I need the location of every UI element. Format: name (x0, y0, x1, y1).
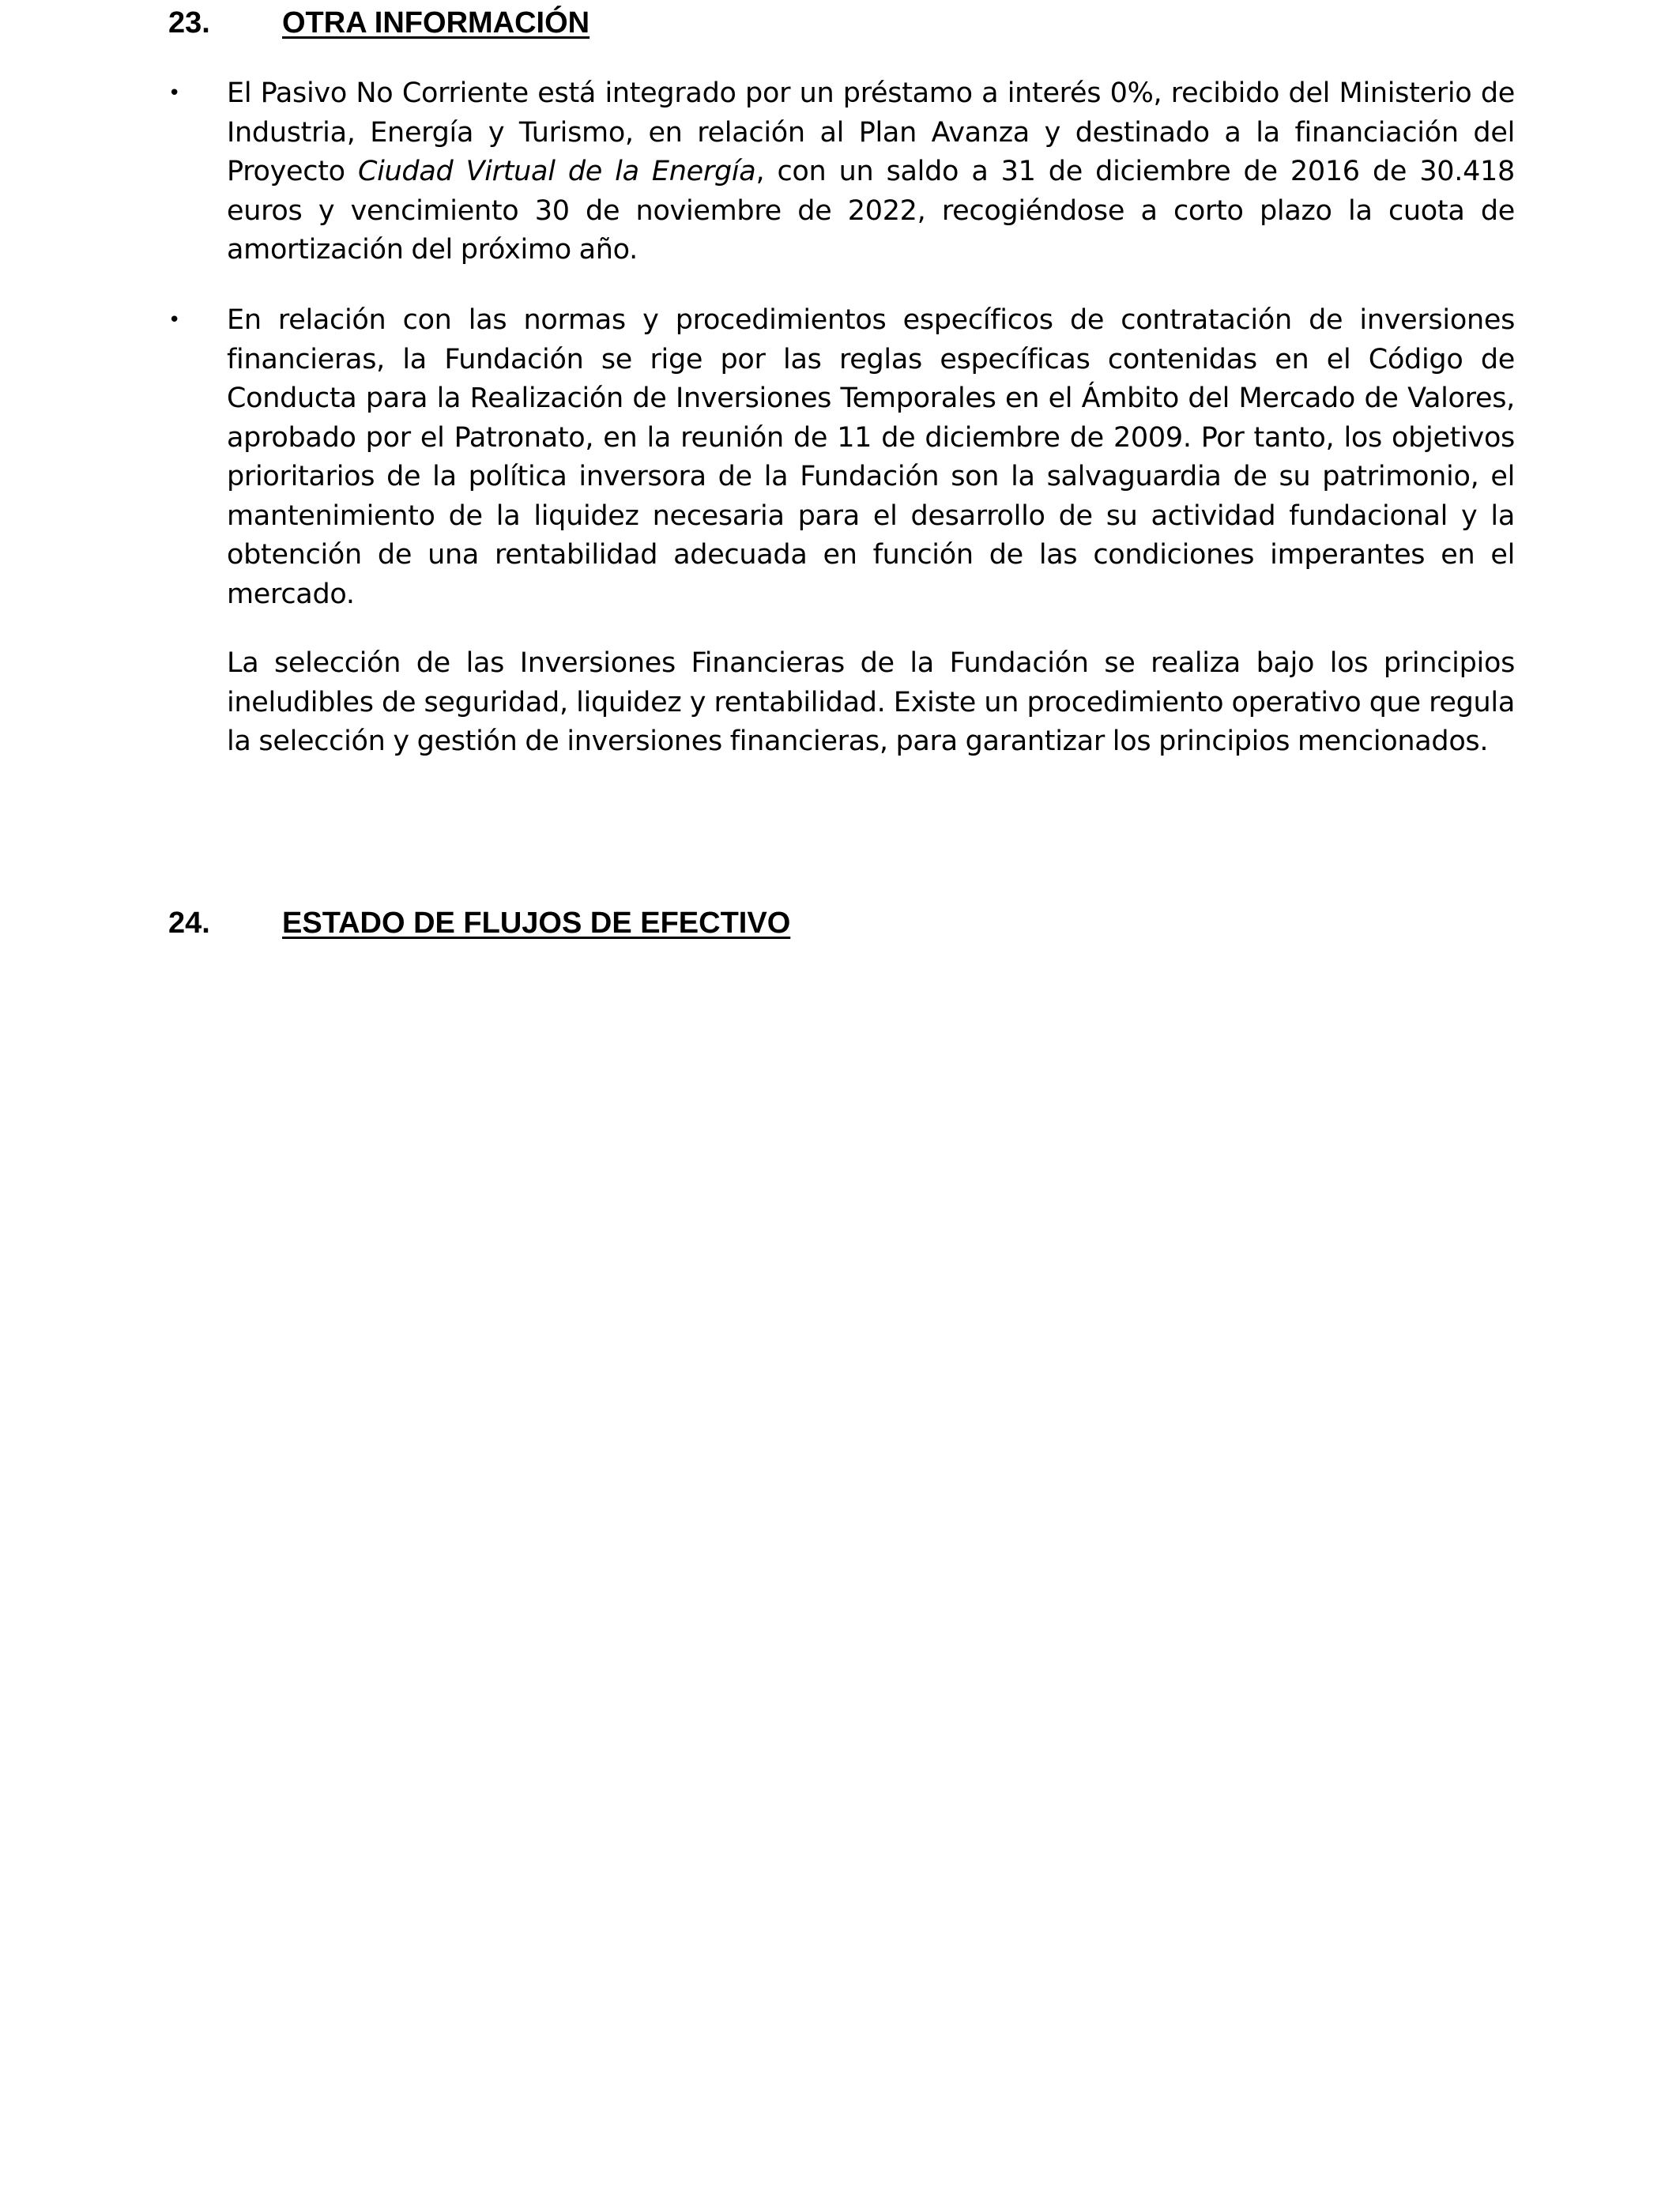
section-number: 24. (168, 907, 210, 940)
paragraph-seleccion-inversiones: La selección de las Inversiones Financieras de la Fundación se realiza bajo los principios ineludibles de seguridad, liquidez y rentabilidad. Existe un procedimiento operativo que regula la selección y gestión de inversiones financieras, para garantizar los principios mencionados. (227, 647, 1515, 757)
bullet-icon: • (168, 308, 181, 332)
project-name-italic: Ciudad Virtual de la Energía (357, 156, 756, 187)
section-number: 23. (168, 6, 210, 40)
section-title: ESTADO DE FLUJOS DE EFECTIVO (282, 907, 791, 940)
bullet-icon: • (168, 81, 181, 105)
paragraph-pasivo-no-corriente (227, 74, 1515, 270)
section-heading-23 (168, 4, 590, 42)
paragraph-inversiones-financieras: En relación con las normas y procedimientos específicos de contratación de inversiones financieras, la Fundación se rige por las reglas específicas contenidas en el Código de Conducta para la Realización de Inversiones Temporales en el Ámbito del Mercado de Valores, aprobado por el Patronato, en la reunión de 11 de diciembre de 2009. Por tanto, los objetivos prioritarios de la política inversora de la Fundación son la salvaguardia de su patrimonio, el mantenimiento de la liquidez necesaria para el desarrollo de su actividad fundacional y la obtención de una rentabilidad adecuada en función de las condiciones imperantes en el mercado. (227, 304, 1515, 610)
section-title: OTRA INFORMACIÓN (282, 6, 590, 40)
paragraph-text: El Pasivo No Corriente está integrado por un préstamo a interés 0%, recibido del Ministerio de Industria, Energía y Turismo, en relación al Plan Avanza y destinado a la financiación del Proyecto (227, 77, 1515, 187)
paragraph-text: , con un saldo a 31 de diciembre de 2016 de 30.418 euros y vencimiento 30 de noviembre de 2022, recogiéndose a corto plazo la cuota de amortización del próximo año. (227, 156, 1515, 266)
section-heading-24 (168, 904, 790, 942)
